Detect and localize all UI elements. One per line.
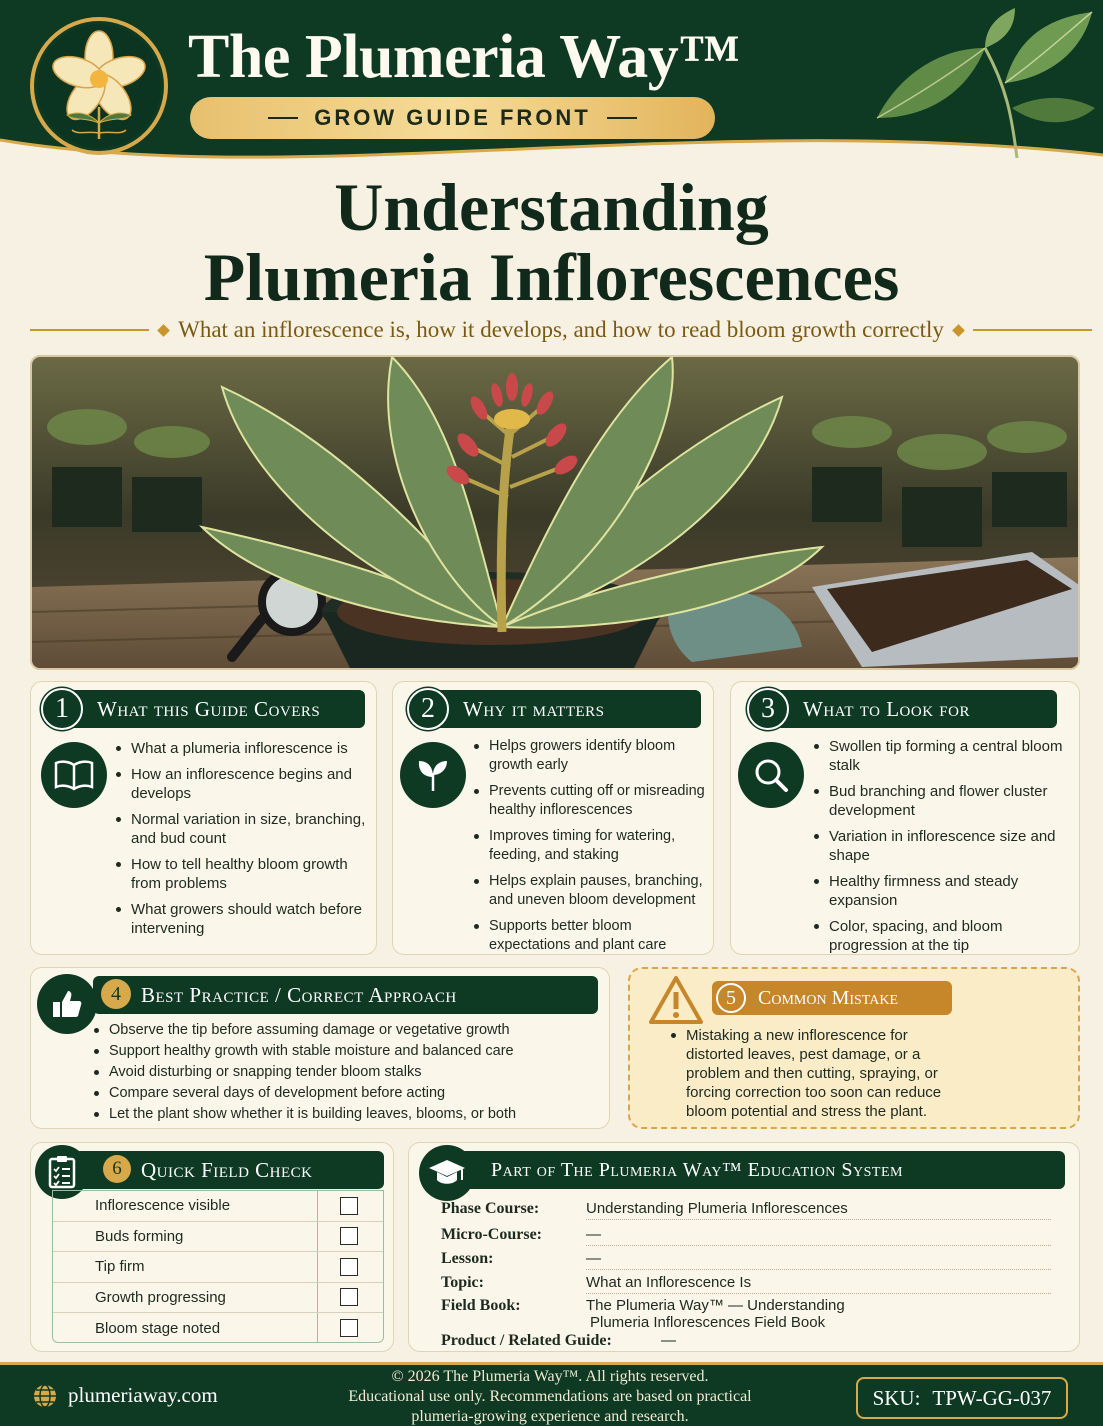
list-item: Compare several days of development before acting bbox=[91, 1084, 601, 1103]
best-practice-list bbox=[91, 1021, 601, 1126]
disclaimer-line: Educational use only. Recommendations are based on practical bbox=[348, 1388, 752, 1405]
subtitle-row bbox=[30, 312, 1092, 348]
copyright-notice bbox=[300, 1367, 800, 1426]
section-title: What this Guide Covers bbox=[97, 696, 321, 721]
list-item: Mistaking a new inflorescence for distorted leaves, pest damage, or a problem and then cutting, spraying, or forcing correction too soon can reduce bloom potential and stress the plant. bbox=[668, 1026, 968, 1121]
what-to-look-for-list bbox=[811, 737, 1073, 962]
section-number-badge: 4 bbox=[101, 979, 131, 1009]
info-value bbox=[586, 1297, 1051, 1333]
guide-type-label: GROW GUIDE FRONT bbox=[314, 105, 591, 130]
section-title: Common Mistake bbox=[758, 986, 899, 1009]
page-title-line2: Plumeria Inflorescences bbox=[203, 239, 900, 315]
open-book-icon bbox=[41, 742, 107, 808]
section-number-badge: 5 bbox=[716, 983, 746, 1013]
brand-logo bbox=[30, 17, 168, 155]
page-title-line1: Understanding bbox=[334, 169, 769, 245]
globe-icon bbox=[32, 1383, 58, 1409]
check-label: Inflorescence visible bbox=[95, 1197, 231, 1215]
list-item: Support healthy growth with stable moisture and balanced care bbox=[91, 1042, 601, 1061]
list-item: Healthy firmness and steady expansion bbox=[811, 872, 1073, 910]
check-label: Buds forming bbox=[95, 1227, 184, 1245]
sku-value: TPW-GG-037 bbox=[932, 1385, 1052, 1410]
list-item: Variation in inflorescence size and shape bbox=[811, 827, 1073, 865]
info-value: — bbox=[661, 1332, 676, 1349]
section-card-best-practice bbox=[30, 967, 610, 1129]
field-book-line2: Plumeria Inflorescences Field Book bbox=[590, 1314, 826, 1331]
checkbox[interactable] bbox=[340, 1288, 358, 1306]
thumbs-up-icon bbox=[37, 974, 97, 1034]
section-header-what-to-look-for bbox=[751, 690, 1057, 728]
diamond-ornament bbox=[952, 324, 965, 337]
table-row bbox=[53, 1222, 383, 1253]
section-card-guide-covers bbox=[30, 681, 377, 955]
section-title: What to Look for bbox=[803, 696, 970, 721]
table-row bbox=[53, 1313, 383, 1344]
section-header-education-system bbox=[449, 1151, 1065, 1189]
section-card-why-it-matters bbox=[392, 681, 714, 955]
section-number-badge: 6 bbox=[103, 1155, 131, 1183]
check-label: Growth progressing bbox=[95, 1288, 226, 1306]
list-item: What growers should watch before intervening bbox=[113, 900, 371, 938]
info-label: Product / Related Guide: bbox=[441, 1332, 612, 1349]
section-title: Quick Field Check bbox=[141, 1157, 313, 1182]
checkbox[interactable] bbox=[340, 1197, 358, 1215]
list-item: Normal variation in size, branching, and bud count bbox=[113, 810, 371, 848]
section-title: Why it matters bbox=[463, 696, 605, 721]
list-item: How to tell healthy bloom growth from problems bbox=[113, 855, 371, 893]
list-item: Observe the tip before assuming damage or vegetative growth bbox=[91, 1021, 601, 1040]
magnifier-icon bbox=[738, 742, 804, 808]
header-banner bbox=[0, 0, 1103, 168]
why-it-matters-list bbox=[471, 737, 711, 962]
hero-illustration bbox=[32, 357, 1080, 670]
list-item: Helps explain pauses, branching, and uneven bloom development bbox=[471, 872, 711, 910]
info-value: — bbox=[586, 1226, 1051, 1246]
section-header-guide-covers bbox=[45, 690, 365, 728]
sku-label: SKU: bbox=[872, 1385, 921, 1410]
section-card-what-to-look-for bbox=[730, 681, 1080, 955]
table-row bbox=[53, 1252, 383, 1283]
hero-photo-plumeria-inflorescence bbox=[30, 355, 1080, 670]
plumeria-leaves-decoration bbox=[867, 8, 1097, 158]
page-subtitle: What an inflorescence is, how it develops, and how to read bloom growth correctly bbox=[178, 317, 944, 342]
info-label: Topic: bbox=[441, 1274, 484, 1291]
common-mistake-list bbox=[668, 1026, 968, 1128]
guide-type-pill bbox=[190, 97, 715, 139]
section-card-common-mistake bbox=[628, 967, 1080, 1129]
info-value: Understanding Plumeria Inflorescences bbox=[586, 1200, 1051, 1220]
sprout-icon bbox=[400, 742, 466, 808]
list-item: Swollen tip forming a central bloom stalk bbox=[811, 737, 1073, 775]
info-value: What an Inflorescence Is bbox=[586, 1274, 1051, 1294]
list-item: Avoid disturbing or snapping tender bloom stalks bbox=[91, 1063, 601, 1082]
page-title bbox=[0, 169, 1103, 315]
list-item: Bud branching and flower cluster development bbox=[811, 782, 1073, 820]
footer bbox=[0, 1362, 1103, 1426]
table-row bbox=[53, 1283, 383, 1314]
sku-box bbox=[856, 1377, 1068, 1419]
section-title: Part of The Plumeria Way™ Education System bbox=[491, 1158, 903, 1181]
subtitle-rule-right bbox=[973, 329, 1092, 331]
list-item: Let the plant show whether it is building leaves, blooms, or both bbox=[91, 1105, 601, 1124]
disclaimer-line: plumeria-growing experience and research. bbox=[411, 1408, 689, 1425]
info-label: Field Book: bbox=[441, 1297, 521, 1314]
warning-icon bbox=[648, 975, 704, 1025]
list-item: Improves timing for watering, feeding, and staking bbox=[471, 827, 711, 865]
section-number-badge: 2 bbox=[407, 688, 449, 730]
info-label: Phase Course: bbox=[441, 1200, 540, 1217]
list-item: How an inflorescence begins and develops bbox=[113, 765, 371, 803]
list-item: Supports better bloom expectations and plant care bbox=[471, 917, 711, 955]
check-label: Bloom stage noted bbox=[95, 1319, 221, 1337]
diamond-ornament bbox=[157, 324, 170, 337]
checkbox[interactable] bbox=[340, 1258, 358, 1276]
brand-title: The Plumeria Way™ bbox=[188, 23, 740, 91]
info-label: Micro-Course: bbox=[441, 1226, 542, 1243]
section-header-why-it-matters bbox=[411, 690, 701, 728]
field-check-table bbox=[52, 1190, 384, 1343]
plumeria-flower-icon bbox=[34, 21, 164, 151]
section-number-badge: 1 bbox=[41, 688, 83, 730]
info-value: — bbox=[586, 1250, 1051, 1270]
checkbox[interactable] bbox=[340, 1319, 358, 1337]
list-item: Helps growers identify bloom growth early bbox=[471, 737, 711, 775]
checkbox[interactable] bbox=[340, 1227, 358, 1245]
list-item: Prevents cutting off or misreading healthy inflorescences bbox=[471, 782, 711, 820]
list-item: Color, spacing, and bloom progression at the tip bbox=[811, 917, 1073, 955]
section-title: Best Practice / Correct Approach bbox=[141, 982, 457, 1007]
section-number-badge: 3 bbox=[747, 688, 789, 730]
guide-covers-list bbox=[113, 739, 371, 945]
list-item: What a plumeria inflorescence is bbox=[113, 739, 371, 758]
website-link[interactable]: plumeriaway.com bbox=[68, 1383, 218, 1407]
section-header-best-practice bbox=[93, 976, 598, 1014]
section-header-quick-field-check bbox=[69, 1151, 384, 1189]
subtitle-rule-left bbox=[30, 329, 149, 331]
info-label: Lesson: bbox=[441, 1250, 494, 1267]
copyright-line: © 2026 The Plumeria Way™. All rights reserved. bbox=[391, 1368, 709, 1385]
check-label: Tip firm bbox=[95, 1258, 145, 1276]
graduation-cap-icon bbox=[419, 1145, 475, 1201]
table-row bbox=[53, 1191, 383, 1222]
section-header-common-mistake bbox=[712, 981, 952, 1015]
field-book-line1: The Plumeria Way™ — Understanding bbox=[586, 1297, 845, 1314]
